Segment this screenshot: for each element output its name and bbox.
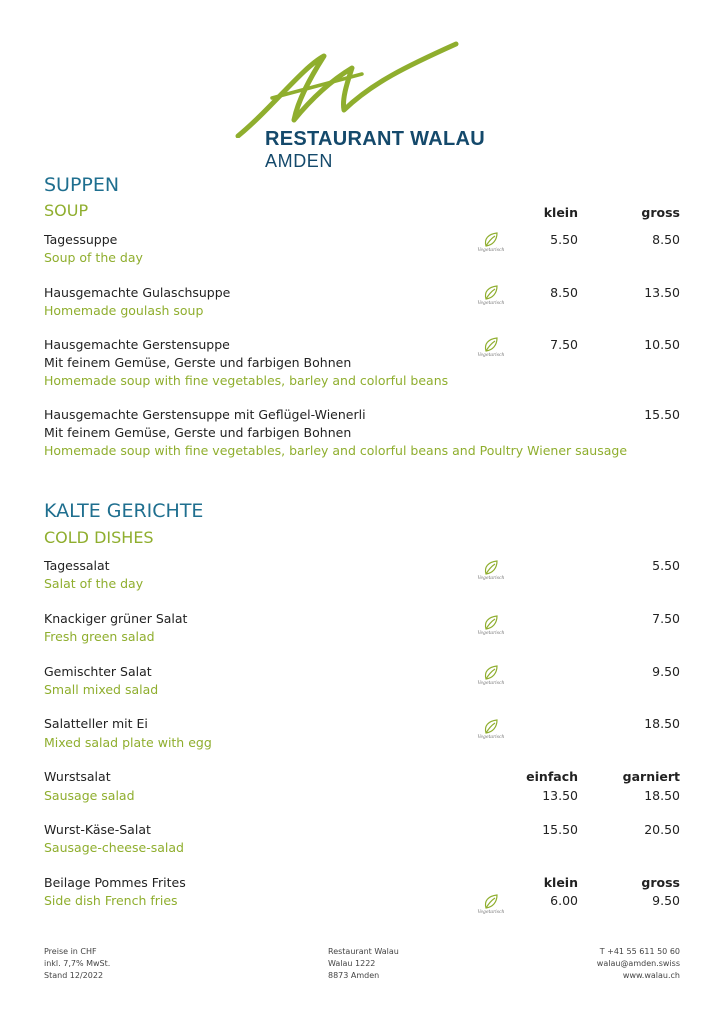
item-name-de: Hausgemachte Gerstensuppe mit Geflügel-Wienerli — [44, 407, 366, 422]
item-name-en: Homemade soup with fine vegetables, barley and colorful beans — [44, 373, 449, 388]
item-name-de: Wurstsalat — [44, 769, 111, 784]
item-name-de: Hausgemachte Gulaschsuppe — [44, 285, 231, 300]
footer-address — [328, 946, 399, 982]
vegetarian-icon — [476, 662, 506, 692]
price: 18.50 — [644, 716, 680, 731]
item-name-en: Sausage-cheese-salad — [44, 840, 184, 855]
footer-website[interactable]: www.walau.ch — [622, 971, 680, 980]
vegetarian-label: Vegetarisch — [477, 248, 505, 253]
price: 7.50 — [652, 611, 680, 626]
price-small: 8.50 — [550, 285, 578, 300]
restaurant-logo — [232, 38, 492, 173]
item-name-en: Small mixed salad — [44, 682, 159, 697]
item-name-en: Sausage salad — [44, 788, 135, 803]
footer-currency: Preise in CHF — [44, 947, 97, 956]
price-einfach: 15.50 — [542, 822, 578, 837]
vegetarian-label: Vegetarisch — [477, 910, 505, 915]
price-small: 5.50 — [550, 232, 578, 247]
column-header-gross: gross — [641, 205, 680, 220]
footer-vat: inkl. 7,7% MwSt. — [44, 959, 111, 968]
column-header-einfach: einfach — [526, 769, 578, 784]
item-name-en: Homemade goulash soup — [44, 303, 204, 318]
vegetarian-label: Vegetarisch — [477, 301, 505, 306]
vegetarian-label: Vegetarisch — [477, 681, 505, 686]
item-name-en: Side dish French fries — [44, 893, 178, 908]
section-title-kalte-gerichte: KALTE GERICHTE — [44, 500, 204, 522]
item-name-en: Salat of the day — [44, 576, 144, 591]
vegetarian-icon — [476, 612, 506, 642]
column-header-garniert: garniert — [622, 769, 680, 784]
footer-date: Stand 12/2022 — [44, 971, 104, 980]
item-name-de: Salatteller mit Ei — [44, 716, 148, 731]
aw-script-logo-icon — [232, 38, 472, 138]
section-subtitle-cold-dishes: COLD DISHES — [44, 528, 154, 547]
section-title-suppen: SUPPEN — [44, 174, 120, 196]
item-name-de: Hausgemachte Gerstensuppe — [44, 337, 230, 352]
item-name-de: Knackiger grüner Salat — [44, 611, 188, 626]
item-description-de: Mit feinem Gemüse, Gerste und farbigen Bohnen — [44, 355, 352, 370]
item-name-de: Gemischter Salat — [44, 664, 152, 679]
vegetarian-label: Vegetarisch — [477, 353, 505, 358]
footer-city: 8873 Amden — [328, 971, 380, 980]
price-large: 13.50 — [644, 285, 680, 300]
footer-phone: T +41 55 611 50 60 — [599, 947, 680, 956]
vegetarian-label: Vegetarisch — [477, 631, 505, 636]
price: 9.50 — [652, 664, 680, 679]
price-large: 10.50 — [644, 337, 680, 352]
price-garniert: 18.50 — [644, 788, 680, 803]
item-name-de: Beilage Pommes Frites — [44, 875, 186, 890]
price-small: 7.50 — [550, 337, 578, 352]
vegetarian-icon — [476, 716, 506, 746]
item-name-en: Fresh green salad — [44, 629, 155, 644]
price-einfach: 13.50 — [542, 788, 578, 803]
vegetarian-label: Vegetarisch — [477, 576, 505, 581]
item-name-de: Tagessalat — [44, 558, 110, 573]
item-name-de: Tagessuppe — [44, 232, 118, 247]
price-klein: 6.00 — [550, 893, 578, 908]
section-subtitle-soup: SOUP — [44, 201, 89, 220]
column-header-klein: klein — [543, 205, 578, 220]
price-garniert: 20.50 — [644, 822, 680, 837]
price-large: 8.50 — [652, 232, 680, 247]
item-name-en: Homemade soup with fine vegetables, barley and colorful beans and Poultry Wiener sausage — [44, 443, 628, 458]
logo-subtitle: AMDEN — [265, 151, 334, 171]
price-large: 15.50 — [644, 407, 680, 422]
price: 5.50 — [652, 558, 680, 573]
item-description-de: Mit feinem Gemüse, Gerste und farbigen Bohnen — [44, 425, 352, 440]
footer-email[interactable]: walau@amden.swiss — [596, 959, 680, 968]
vegetarian-label: Vegetarisch — [477, 735, 505, 740]
footer-price-info — [44, 946, 110, 982]
footer-restaurant-name: Restaurant Walau — [328, 947, 399, 956]
footer-street: Walau 1222 — [328, 959, 376, 968]
logo-name: RESTAURANT WALAU — [265, 128, 485, 150]
item-name-en: Mixed salad plate with egg — [44, 735, 212, 750]
column-header-klein: klein — [543, 875, 578, 890]
item-name-en: Soup of the day — [44, 250, 143, 265]
vegetarian-icon — [476, 557, 506, 587]
column-header-gross: gross — [641, 875, 680, 890]
footer-contact — [540, 946, 680, 982]
item-name-de: Wurst-Käse-Salat — [44, 822, 151, 837]
price-gross: 9.50 — [652, 893, 680, 908]
